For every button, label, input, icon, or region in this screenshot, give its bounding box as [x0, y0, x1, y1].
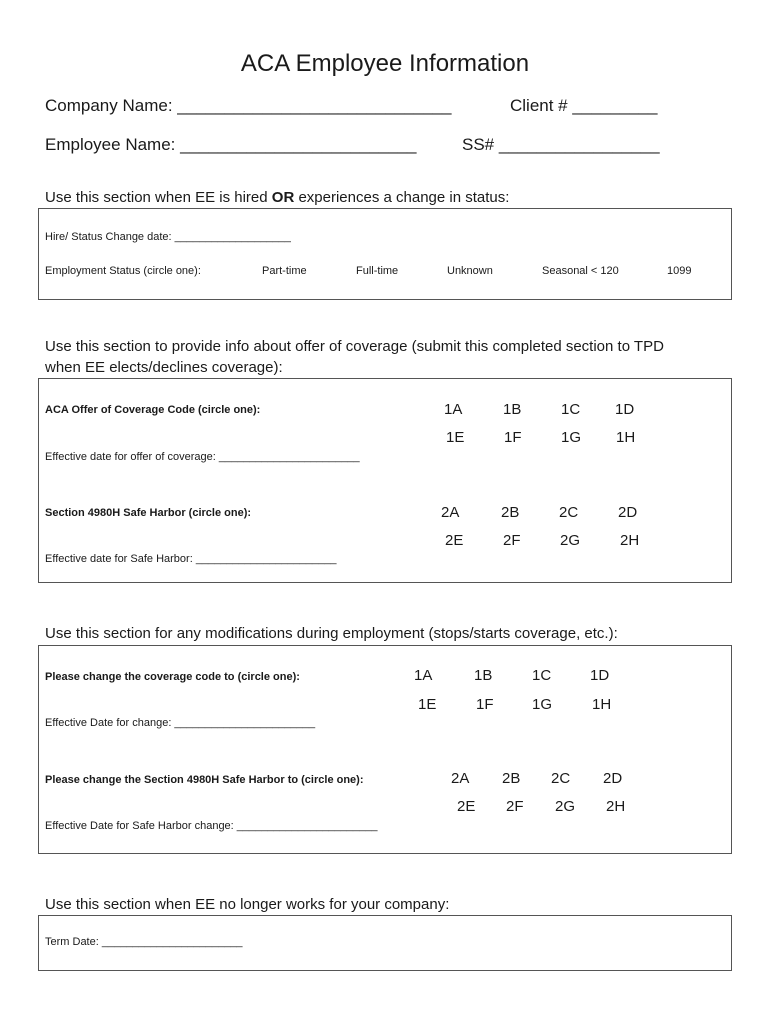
change-code-1b[interactable]: 1B: [474, 667, 493, 684]
mod-harbor-code-2a[interactable]: 2A: [451, 770, 470, 787]
mod-section-heading: Use this section for any modifications during employment (stops/starts coverage, etc.):: [45, 625, 618, 642]
option-full-time[interactable]: Full-time: [356, 265, 399, 277]
company-name-field[interactable]: Company Name: _____________________________: [45, 96, 452, 115]
employment-status-label: Employment Status (circle one):: [45, 265, 201, 277]
offer-code-1e[interactable]: 1E: [446, 429, 465, 446]
harbor-code-2b[interactable]: 2B: [501, 504, 520, 521]
offer-code-1f[interactable]: 1F: [504, 429, 522, 446]
harbor-code-2e[interactable]: 2E: [445, 532, 464, 549]
mod-box: [38, 645, 732, 854]
change-effective-date-field[interactable]: Effective Date for change: _______________________: [45, 717, 316, 729]
change-code-label: Please change the coverage code to (circle one):: [45, 671, 300, 683]
client-number-field[interactable]: Client # _________: [510, 96, 658, 115]
status-box: [38, 208, 732, 300]
change-code-1g[interactable]: 1G: [532, 696, 553, 713]
offer-heading-line2: when EE elects/declines coverage):: [45, 359, 283, 376]
harbor-code-2d[interactable]: 2D: [618, 504, 638, 521]
term-section-heading: Use this section when EE no longer works for your company:: [45, 896, 450, 913]
mod-harbor-label: Please change the Section 4980H Safe Harbor to (circle one):: [45, 774, 364, 786]
option-seasonal[interactable]: Seasonal < 120: [542, 265, 619, 277]
offer-code-1c[interactable]: 1C: [561, 401, 581, 418]
mod-harbor-code-2c[interactable]: 2C: [551, 770, 571, 787]
mod-harbor-code-2h[interactable]: 2H: [606, 798, 626, 815]
harbor-code-2g[interactable]: 2G: [560, 532, 581, 549]
harbor-code-label: Section 4980H Safe Harbor (circle one):: [45, 507, 252, 519]
harbor-code-2a[interactable]: 2A: [441, 504, 460, 521]
change-code-1a[interactable]: 1A: [414, 667, 433, 684]
offer-code-1a[interactable]: 1A: [444, 401, 463, 418]
offer-code-1g[interactable]: 1G: [561, 429, 582, 446]
mod-harbor-code-2g[interactable]: 2G: [555, 798, 576, 815]
mod-harbor-effective-date-field[interactable]: Effective Date for Safe Harbor change: _______________________: [45, 820, 378, 832]
harbor-code-2c[interactable]: 2C: [559, 504, 579, 521]
mod-harbor-code-2e[interactable]: 2E: [457, 798, 476, 815]
offer-effective-date-field[interactable]: Effective date for offer of coverage: _______________________: [45, 451, 360, 463]
employee-name-field[interactable]: Employee Name: _________________________: [45, 135, 417, 154]
offer-code-label: ACA Offer of Coverage Code (circle one):: [45, 404, 261, 416]
status-heading-pre: Use this section when EE is hired: [45, 189, 272, 206]
change-code-1c[interactable]: 1C: [532, 667, 552, 684]
term-date-field[interactable]: Term Date: _______________________: [45, 936, 243, 948]
change-code-1d[interactable]: 1D: [590, 667, 610, 684]
status-heading-or: OR: [271, 189, 295, 206]
option-1099[interactable]: 1099: [667, 265, 692, 277]
status-section-heading: [45, 189, 509, 206]
page-title: ACA Employee Information: [240, 50, 530, 77]
change-code-1e[interactable]: 1E: [418, 696, 437, 713]
ssn-field[interactable]: SS# _________________: [462, 135, 660, 154]
hire-date-field[interactable]: Hire/ Status Change date: ___________________: [45, 231, 291, 243]
status-heading-post: experiences a change in status:: [294, 189, 510, 206]
mod-harbor-code-2b[interactable]: 2B: [502, 770, 521, 787]
change-code-1f[interactable]: 1F: [476, 696, 494, 713]
harbor-effective-date-field[interactable]: Effective date for Safe Harbor: _______________________: [45, 553, 337, 565]
harbor-code-2f[interactable]: 2F: [503, 532, 521, 549]
mod-harbor-code-2d[interactable]: 2D: [603, 770, 623, 787]
offer-code-1d[interactable]: 1D: [615, 401, 635, 418]
change-code-1h[interactable]: 1H: [592, 696, 612, 713]
option-unknown[interactable]: Unknown: [447, 265, 493, 277]
offer-code-1h[interactable]: 1H: [616, 429, 636, 446]
offer-box: [38, 378, 732, 583]
harbor-code-2h[interactable]: 2H: [620, 532, 640, 549]
offer-code-1b[interactable]: 1B: [503, 401, 522, 418]
term-box: [38, 915, 732, 971]
offer-heading-line1: Use this section to provide info about offer of coverage (submit this completed section to TPD: [45, 338, 664, 355]
mod-harbor-code-2f[interactable]: 2F: [506, 798, 524, 815]
option-part-time[interactable]: Part-time: [262, 265, 307, 277]
